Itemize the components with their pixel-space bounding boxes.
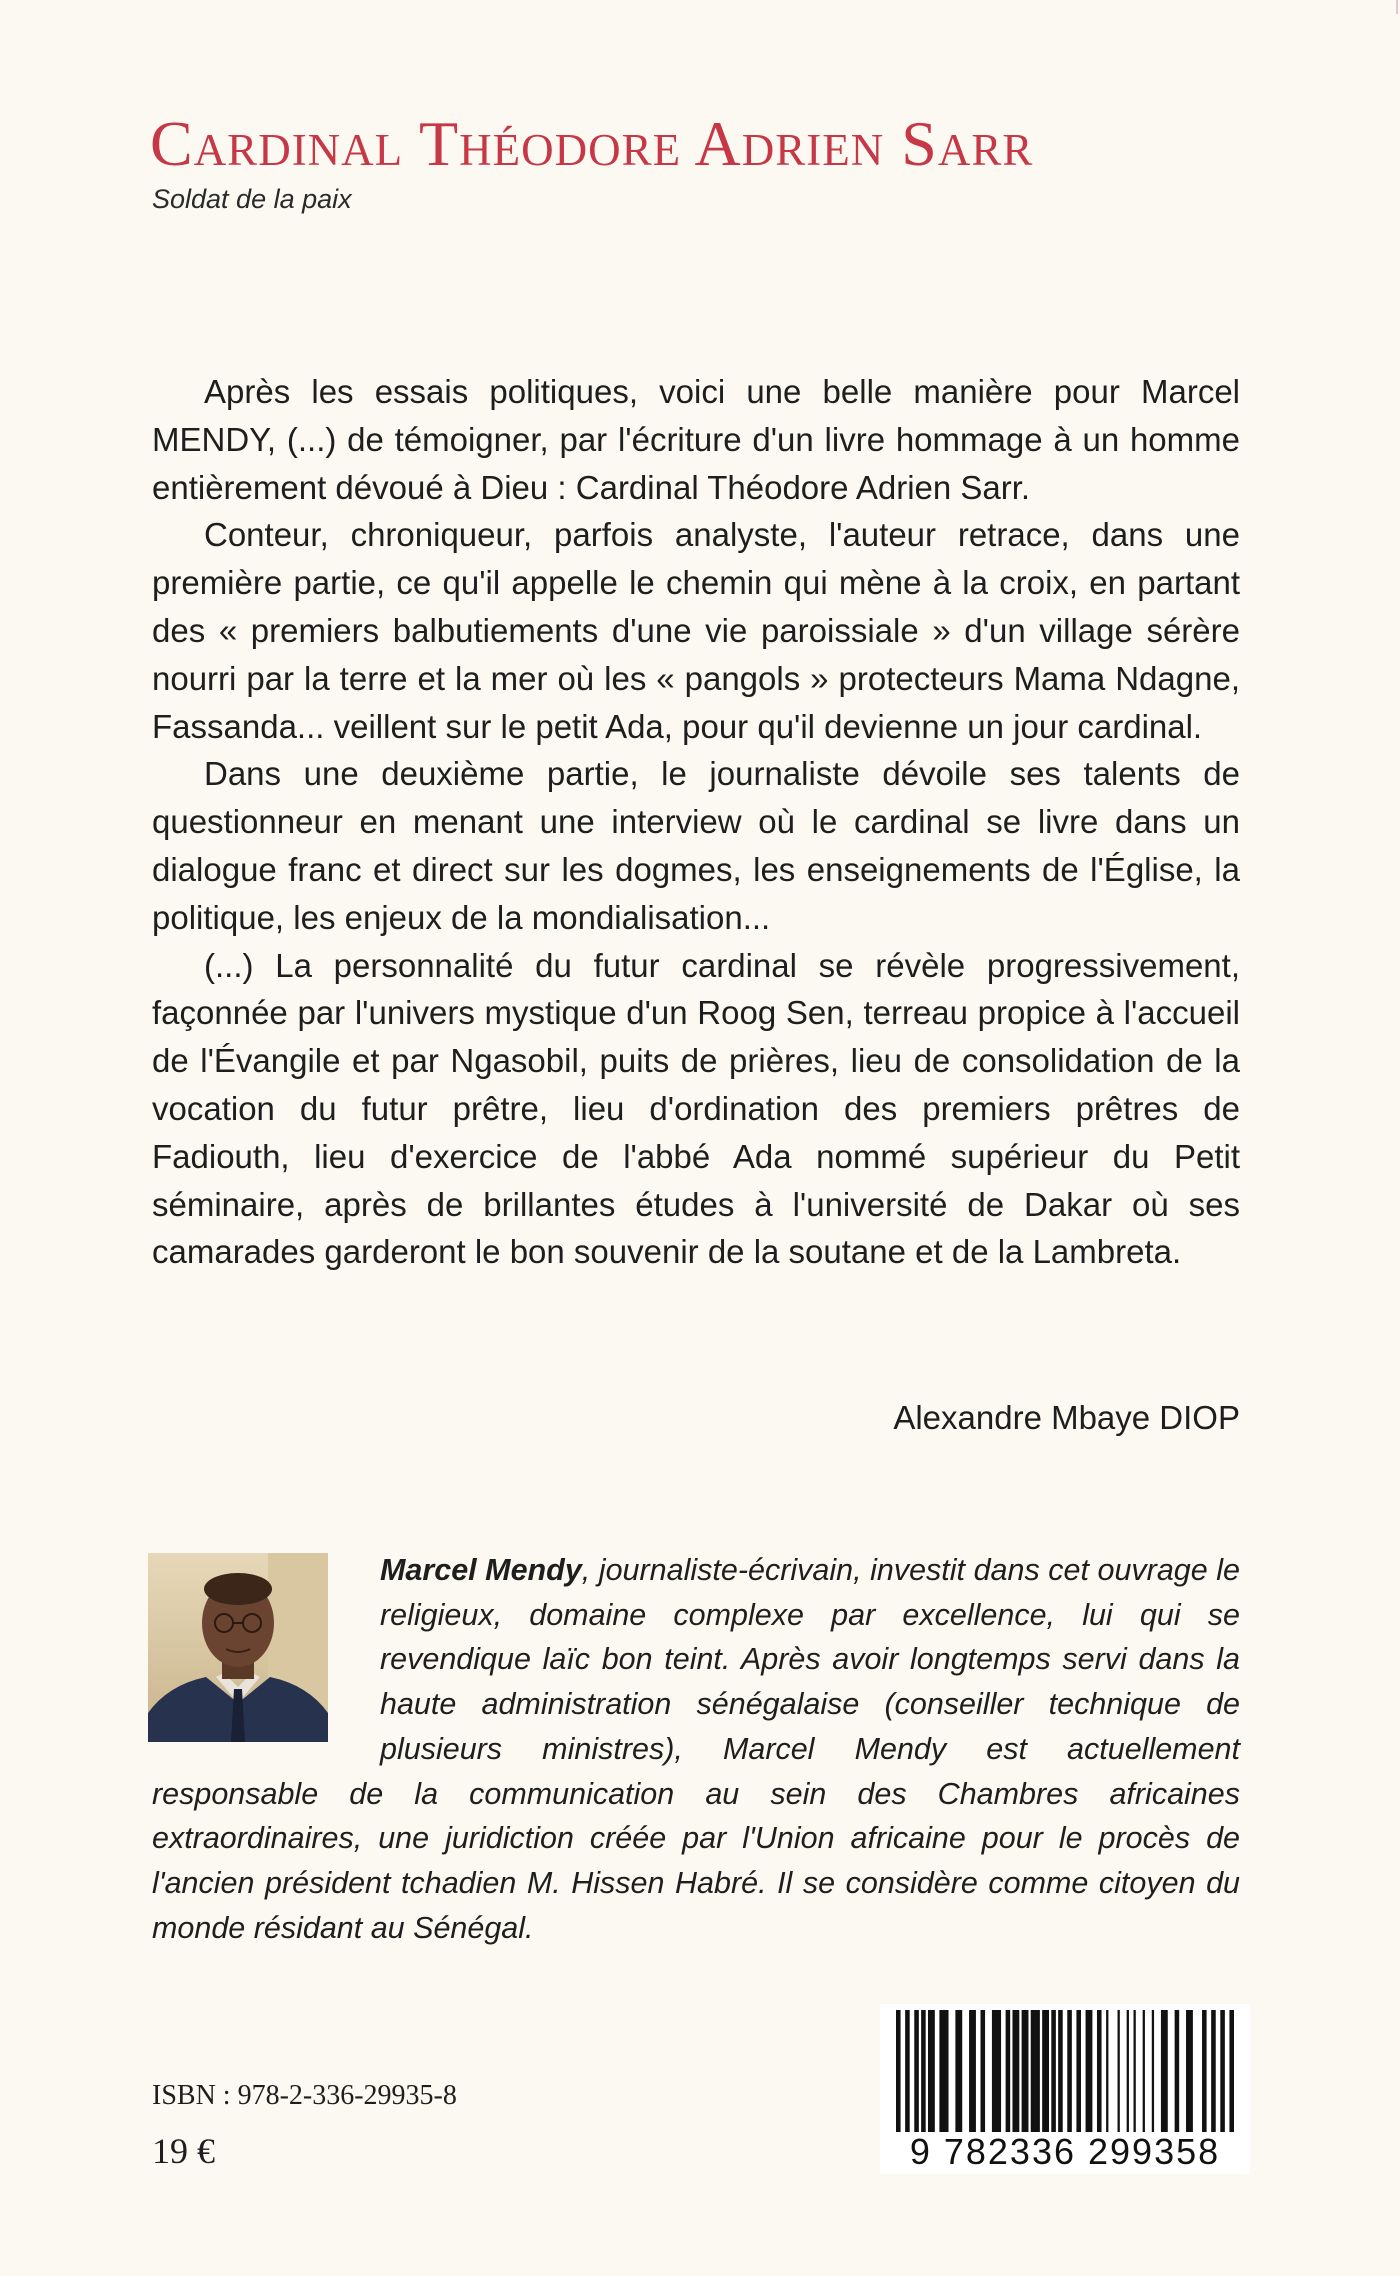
barcode-bar: [992, 2010, 1001, 2138]
barcode-bar: [1022, 2010, 1029, 2138]
barcode-bar: [1031, 2010, 1040, 2138]
barcode-bar: [1106, 2010, 1108, 2138]
blurb-paragraph: (...) La personnalité du futur cardinal se révèle progressivement, façonnée par l'univers mystique d'un Roog Sen, terreau propice à l'accueil de l'Évangile et par Ngasobil, puits de prières, lieu de consolidation de la vocation du futur prêtre, lieu d'ordination des premiers prêtres de Fadiouth, lieu d'exercice de l'abbé Ada nommé supérieur du Petit séminaire, après de brillantes études à l'université de Dakar où ses camarades garderont le bon souvenir de la soutane et de la Lambreta.: [152, 946, 1240, 1271]
blurb-text: [152, 368, 1240, 1276]
barcode-icon: [880, 2004, 1250, 2174]
barcode-bar: [1202, 2010, 1207, 2138]
blurb-paragraph: Après les essais politiques, voici une belle manière pour Marcel MENDY, (...) de témoigner, par l'écriture d'un livre hommage à un homme entièrement dévoué à Dieu : Cardinal Théodore Adrien Sarr.: [152, 373, 1240, 506]
barcode-bar: [905, 2010, 910, 2138]
blurb-signature: Alexandre Mbaye DIOP: [893, 1399, 1240, 1436]
barcode-bar: [955, 2010, 962, 2138]
isbn: ISBN : 978-2-336-29935-8: [152, 2080, 457, 2111]
barcode-bar: [1118, 2010, 1120, 2138]
barcode-bar: [1067, 2010, 1072, 2138]
barcode-bar: [1161, 2010, 1168, 2138]
author-bio-text: , journaliste-écrivain, investit dans cet ouvrage le religieux, domaine complexe par excellence, lui qui se revendique laïc bon teint. Après avoir longtemps servi dans la haute administration sénégalaise (conseiller technique de plusieurs ministres), Marcel Mendy est actuellement responsable de la communication au sein des Chambres africaines extraordinaires, une juridiction créée par l'Union africaine pour le procès de l'ancien président tchadien M. Hissen Habré. Il se considère comme citoyen du monde résidant au Sénégal.: [152, 1553, 1240, 1945]
barcode-bar: [914, 2010, 919, 2138]
edge-mark: [1396, 0, 1398, 14]
barcode-bar: [921, 2010, 926, 2138]
barcode-bar: [1076, 2010, 1081, 2138]
author-portrait-icon: [148, 1553, 328, 1742]
barcode-bar: [1042, 2010, 1049, 2138]
barcode-bar: [928, 2010, 935, 2138]
barcode-bar: [1012, 2010, 1019, 2138]
barcode-bar: [1127, 2010, 1129, 2138]
barcode-bar: [1175, 2010, 1180, 2138]
barcode-bar: [1097, 2010, 1102, 2138]
price: 19 €: [152, 2131, 215, 2171]
barcode-bar: [1143, 2010, 1145, 2138]
barcode-bar: [1058, 2010, 1063, 2138]
barcode-digits: 9 782336 299358: [880, 2132, 1250, 2172]
barcode-bar: [981, 2010, 986, 2138]
blurb-paragraph: Conteur, chroniqueur, parfois analyste, l'auteur retrace, dans une première partie, ce qu'il appelle le chemin qui mène à la croix, en partant des « premiers balbutiements d'une vie paroissiale » d'un village sérère nourri par la terre et la mer où les « pangols » protecteurs Mama Ndagne, Fassanda... veillent sur le petit Ada, pour qu'il devienne un jour cardinal.: [152, 516, 1240, 745]
barcode-bar: [1051, 2010, 1056, 2138]
barcode-bar: [896, 2010, 901, 2138]
barcode-bar: [1220, 2010, 1225, 2138]
barcode-bar: [1006, 2010, 1011, 2138]
barcode-bar: [969, 2010, 976, 2138]
barcode-bar: [1152, 2010, 1154, 2138]
blurb-paragraph: Dans une deuxième partie, le journaliste dévoile ses talents de questionneur en menant une interview où le cardinal se livre dans un dialogue franc et direct sur les dogmes, les enseignements de l'Église, la politique, les enjeux de la mondialisation...: [152, 755, 1240, 936]
author-portrait-graphic: [148, 1553, 328, 1742]
barcode-bar: [1134, 2010, 1136, 2138]
barcode-bar: [1211, 2010, 1216, 2138]
barcode-bar: [939, 2010, 948, 2138]
barcode-bar: [1086, 2010, 1093, 2138]
book-subtitle: Soldat de la paix: [152, 184, 352, 214]
book-title: Cardinal Théodore Adrien Sarr: [150, 108, 1034, 179]
barcode-bar: [1229, 2010, 1234, 2138]
barcode-bars: [892, 2010, 1238, 2138]
author-name: Marcel Mendy: [380, 1553, 582, 1587]
barcode-bar: [1186, 2010, 1193, 2138]
